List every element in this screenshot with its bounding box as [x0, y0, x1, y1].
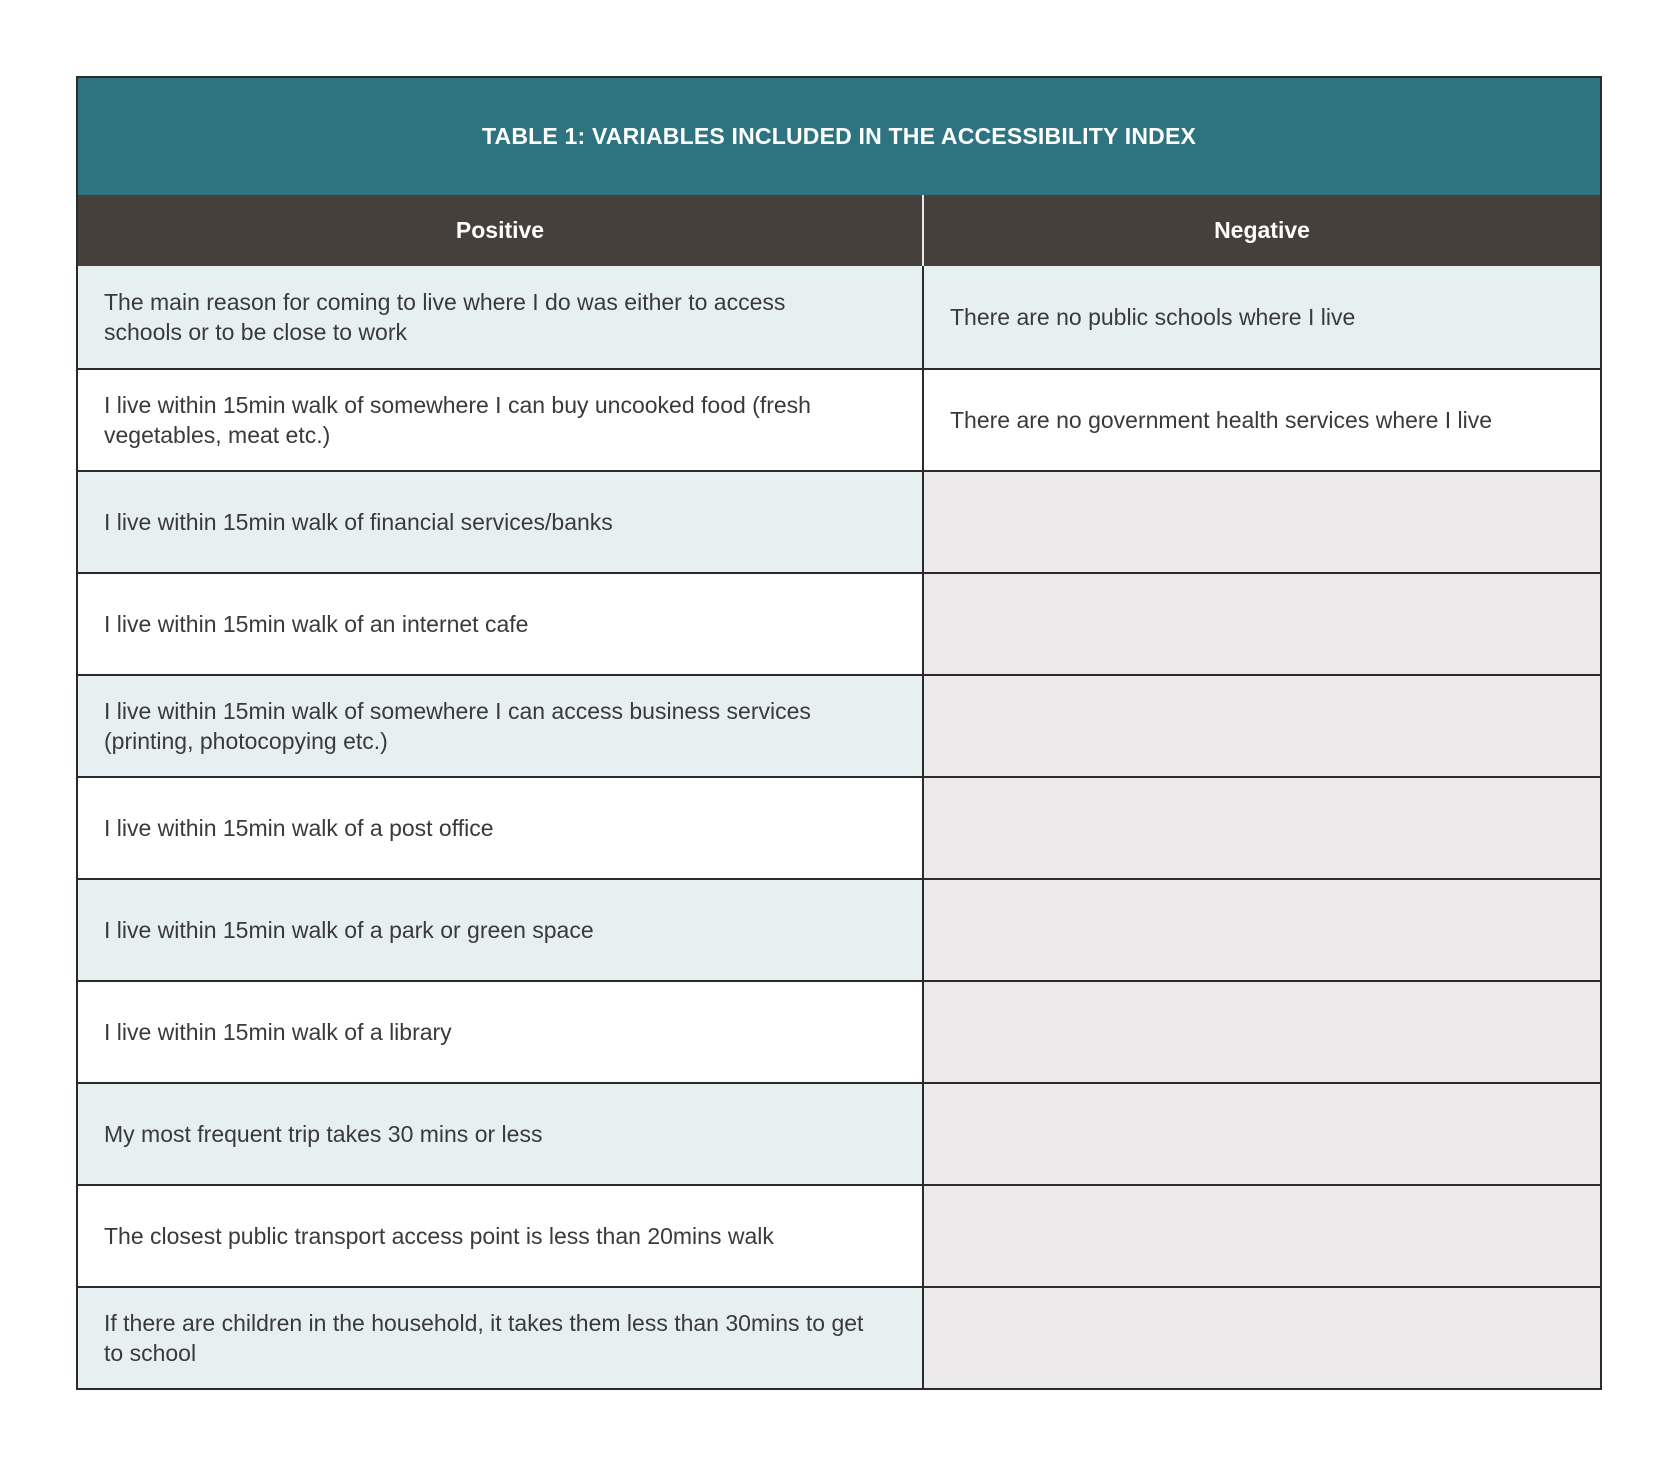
table-row [78, 266, 1600, 368]
cell-negative [924, 1288, 1600, 1388]
cell-positive-text: I live within 15min walk of somewhere I can access business services (printing, photocopying etc.) [104, 698, 811, 754]
cell-positive-text: I live within 15min walk of financial services/banks [104, 509, 613, 535]
table-row [78, 878, 1600, 980]
table-row [78, 470, 1600, 572]
cell-positive [78, 676, 924, 776]
cell-positive-text: I live within 15min walk of an internet cafe [104, 611, 529, 637]
cell-positive-text: My most frequent trip takes 30 mins or less [104, 1121, 543, 1147]
table-body [78, 266, 1600, 1388]
cell-negative [924, 982, 1600, 1082]
cell-positive [78, 370, 924, 470]
table-row [78, 1082, 1600, 1184]
table-row [78, 776, 1600, 878]
cell-positive [78, 472, 924, 572]
cell-negative [924, 574, 1600, 674]
table-row [78, 674, 1600, 776]
cell-positive [78, 1186, 924, 1286]
table-title: TABLE 1: VARIABLES INCLUDED IN THE ACCESSIBILITY INDEX [78, 78, 1600, 195]
table-row [78, 1184, 1600, 1286]
cell-negative [924, 1084, 1600, 1184]
cell-positive [78, 574, 924, 674]
cell-positive-text: If there are children in the household, it takes them less than 30mins to get to school [104, 1310, 864, 1366]
table-row [78, 980, 1600, 1082]
cell-positive-text: The closest public transport access point is less than 20mins walk [104, 1223, 774, 1249]
table-row [78, 1286, 1600, 1388]
cell-negative [924, 370, 1600, 470]
cell-positive [78, 880, 924, 980]
accessibility-index-table [76, 76, 1602, 1390]
cell-negative [924, 1186, 1600, 1286]
cell-negative-text: There are no public schools where I live [950, 304, 1356, 330]
cell-positive [78, 982, 924, 1082]
cell-negative-text: There are no government health services where I live [950, 407, 1493, 433]
cell-positive-text: I live within 15min walk of somewhere I can buy uncooked food (fresh vegetables, meat etc.) [104, 392, 811, 448]
cell-negative [924, 266, 1600, 368]
header-positive: Positive [78, 195, 924, 266]
cell-negative [924, 472, 1600, 572]
cell-positive [78, 1288, 924, 1388]
cell-positive [78, 778, 924, 878]
cell-positive-text: I live within 15min walk of a library [104, 1019, 452, 1045]
header-negative: Negative [1214, 217, 1310, 243]
table-header-row [78, 195, 1600, 266]
table-row [78, 368, 1600, 470]
cell-positive [78, 1084, 924, 1184]
cell-negative [924, 778, 1600, 878]
cell-positive-text: The main reason for coming to live where I do was either to access schools or to be close to work [104, 289, 786, 345]
cell-positive [78, 266, 924, 368]
cell-positive-text: I live within 15min walk of a post office [104, 815, 494, 841]
cell-negative [924, 880, 1600, 980]
table-row [78, 572, 1600, 674]
cell-negative [924, 676, 1600, 776]
cell-positive-text: I live within 15min walk of a park or green space [104, 917, 594, 943]
